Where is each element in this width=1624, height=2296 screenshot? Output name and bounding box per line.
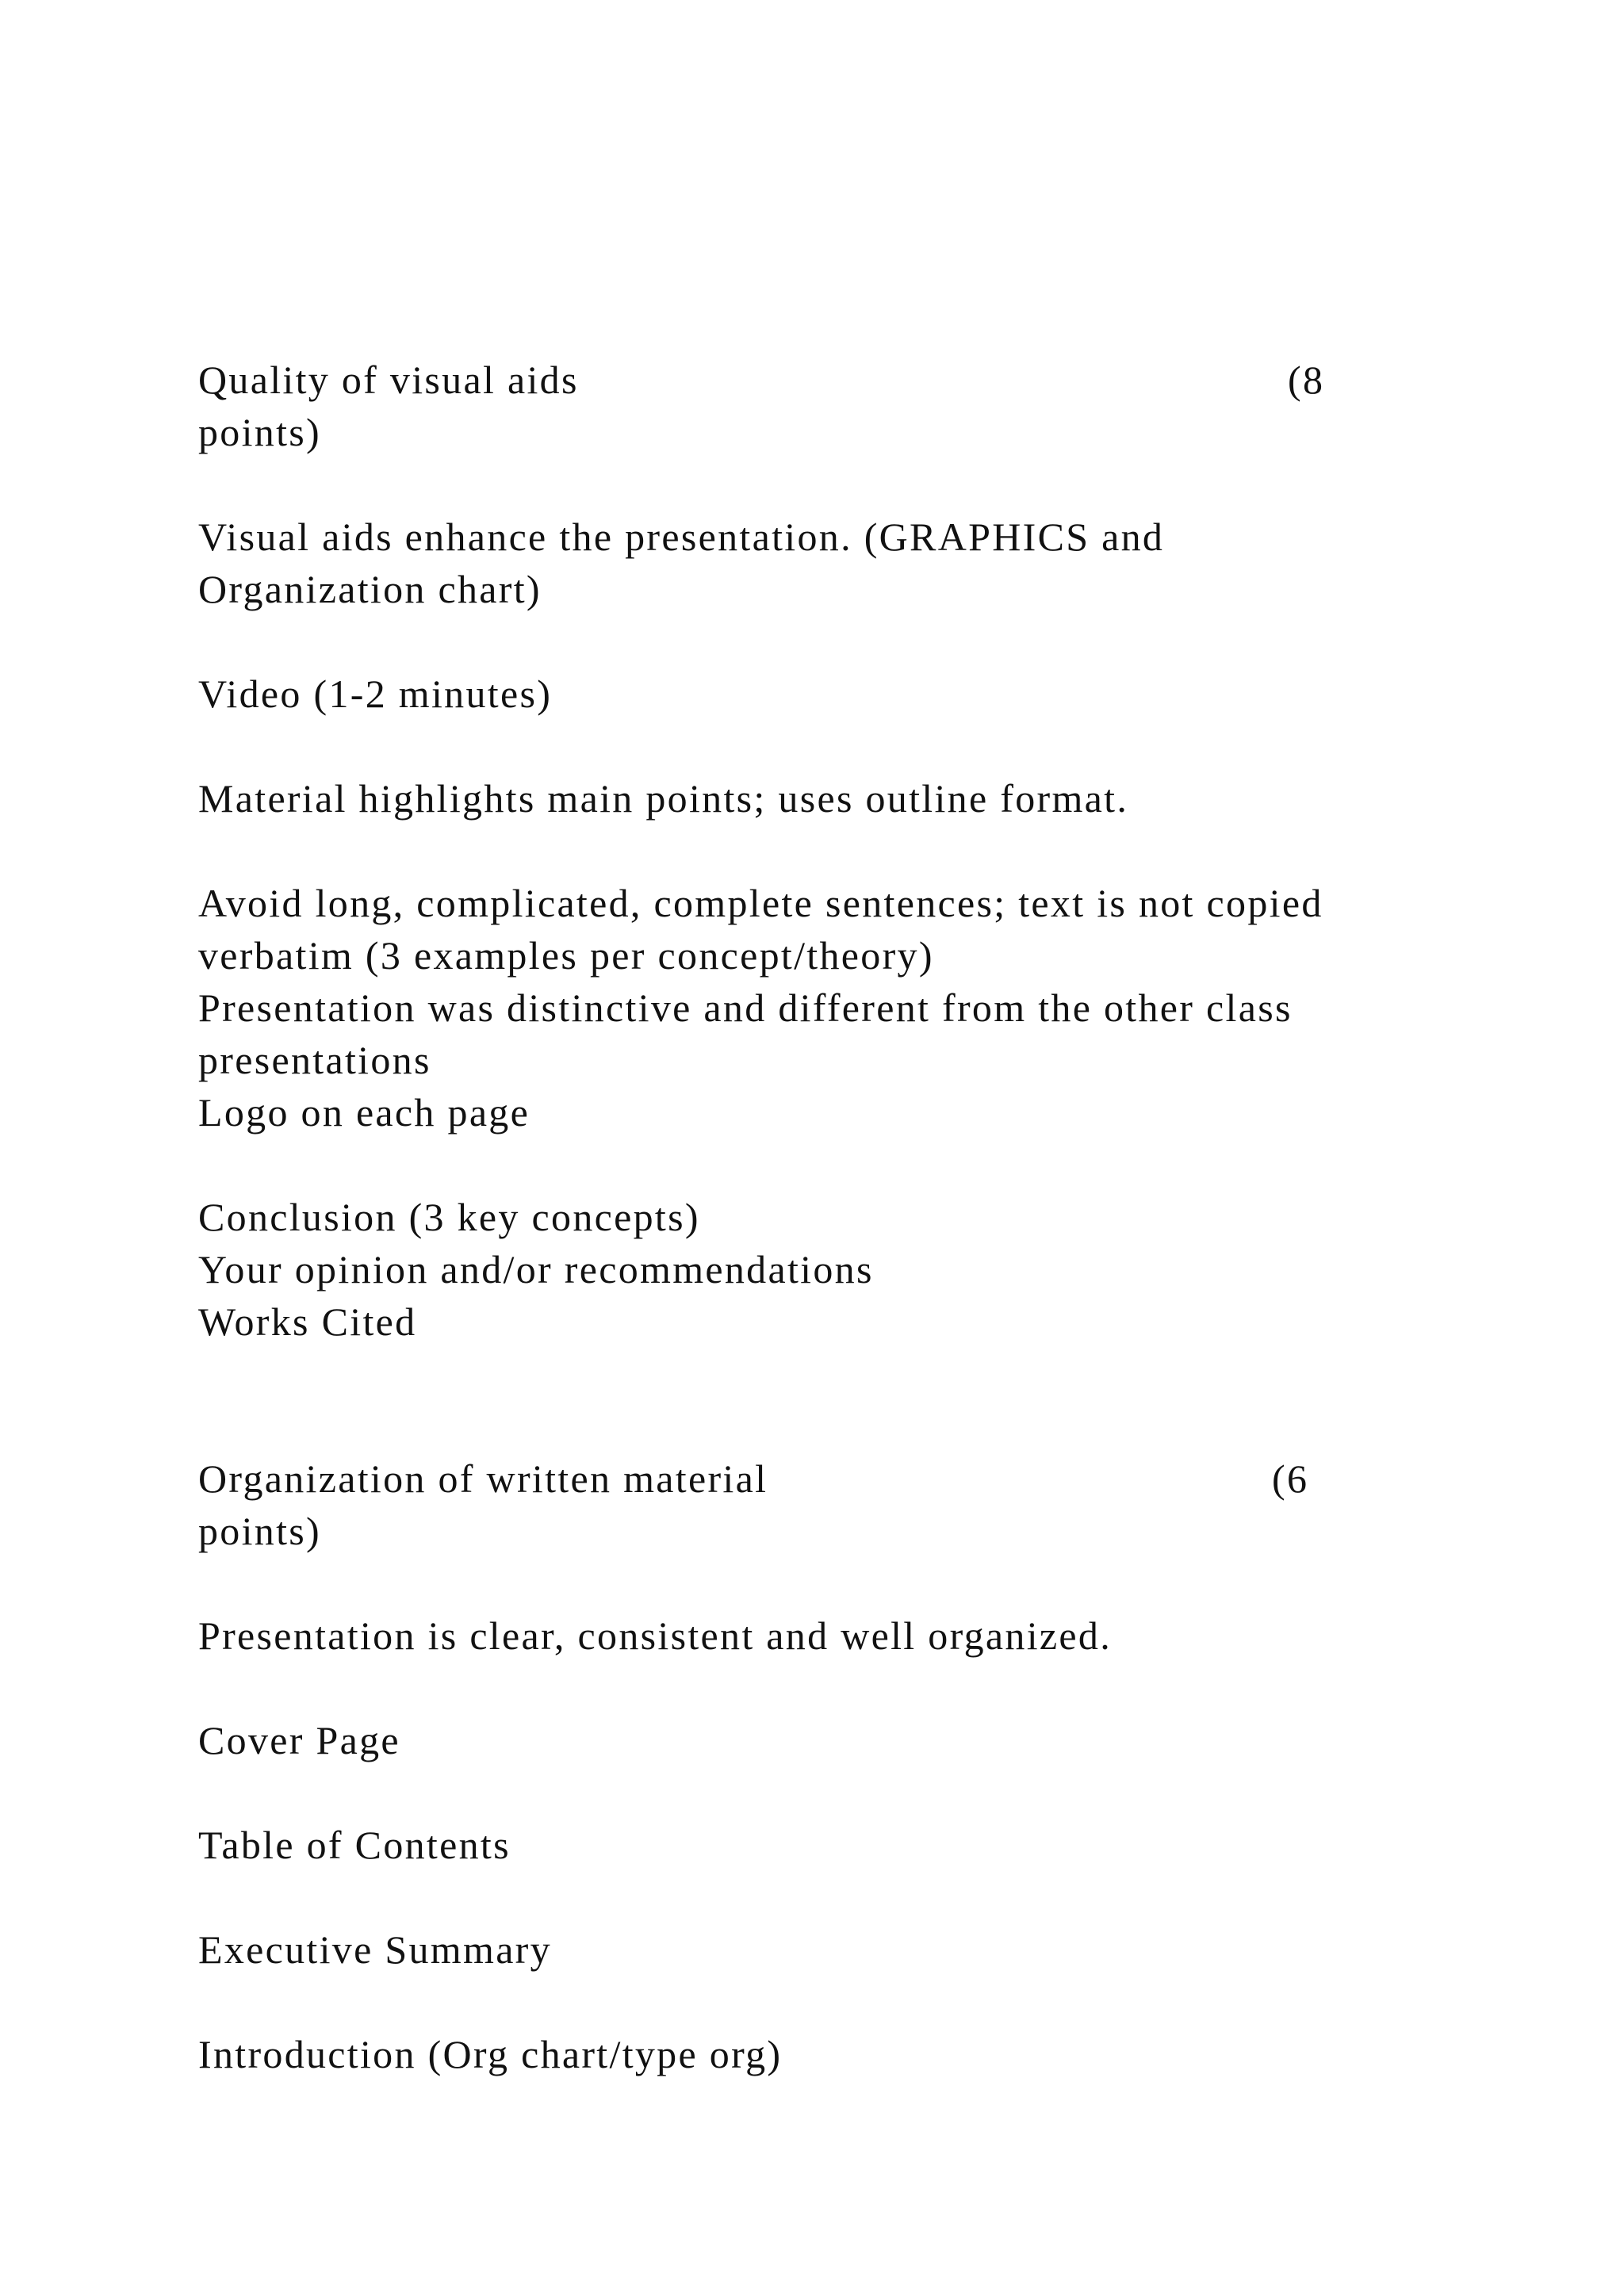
body-line: Cover Page [198,1718,400,1762]
body-line: Organization chart) [198,567,542,611]
body-line: Presentation was distinctive and different from the other class [198,985,1293,1030]
body-line: presentations [198,1038,431,1082]
body-line: Material highlights main points; uses outline format. [198,776,1129,821]
body-line: Introduction (Org chart/type org) [198,2032,783,2076]
body-line: Avoid long, complicated, complete sentences; text is not copied [198,881,1323,925]
body-line: Visual aids enhance the presentation. (GRAPHICS and [198,515,1165,559]
body-line: Presentation is clear, consistent and well organized. [198,1613,1113,1658]
body-line: Table of Contents [198,1823,511,1867]
points-value-written-material: (6 [1272,1456,1309,1501]
body-line: Works Cited [198,1299,417,1344]
section-heading-written-material: Organization of written material [198,1456,768,1501]
section-heading-visual-aids: Quality of visual aids [198,358,579,402]
body-line: verbatim (3 examples per concept/theory) [198,933,934,978]
body-line: Conclusion (3 key concepts) [198,1195,700,1239]
points-label-written-material: points) [198,1509,321,1553]
body-line: Video (1-2 minutes) [198,672,553,716]
body-line: Logo on each page [198,1090,530,1135]
body-line: Executive Summary [198,1927,552,1972]
points-value-visual-aids: (8 [1288,358,1325,402]
body-line: Your opinion and/or recommendations [198,1247,874,1292]
points-label-visual-aids: points) [198,410,321,454]
